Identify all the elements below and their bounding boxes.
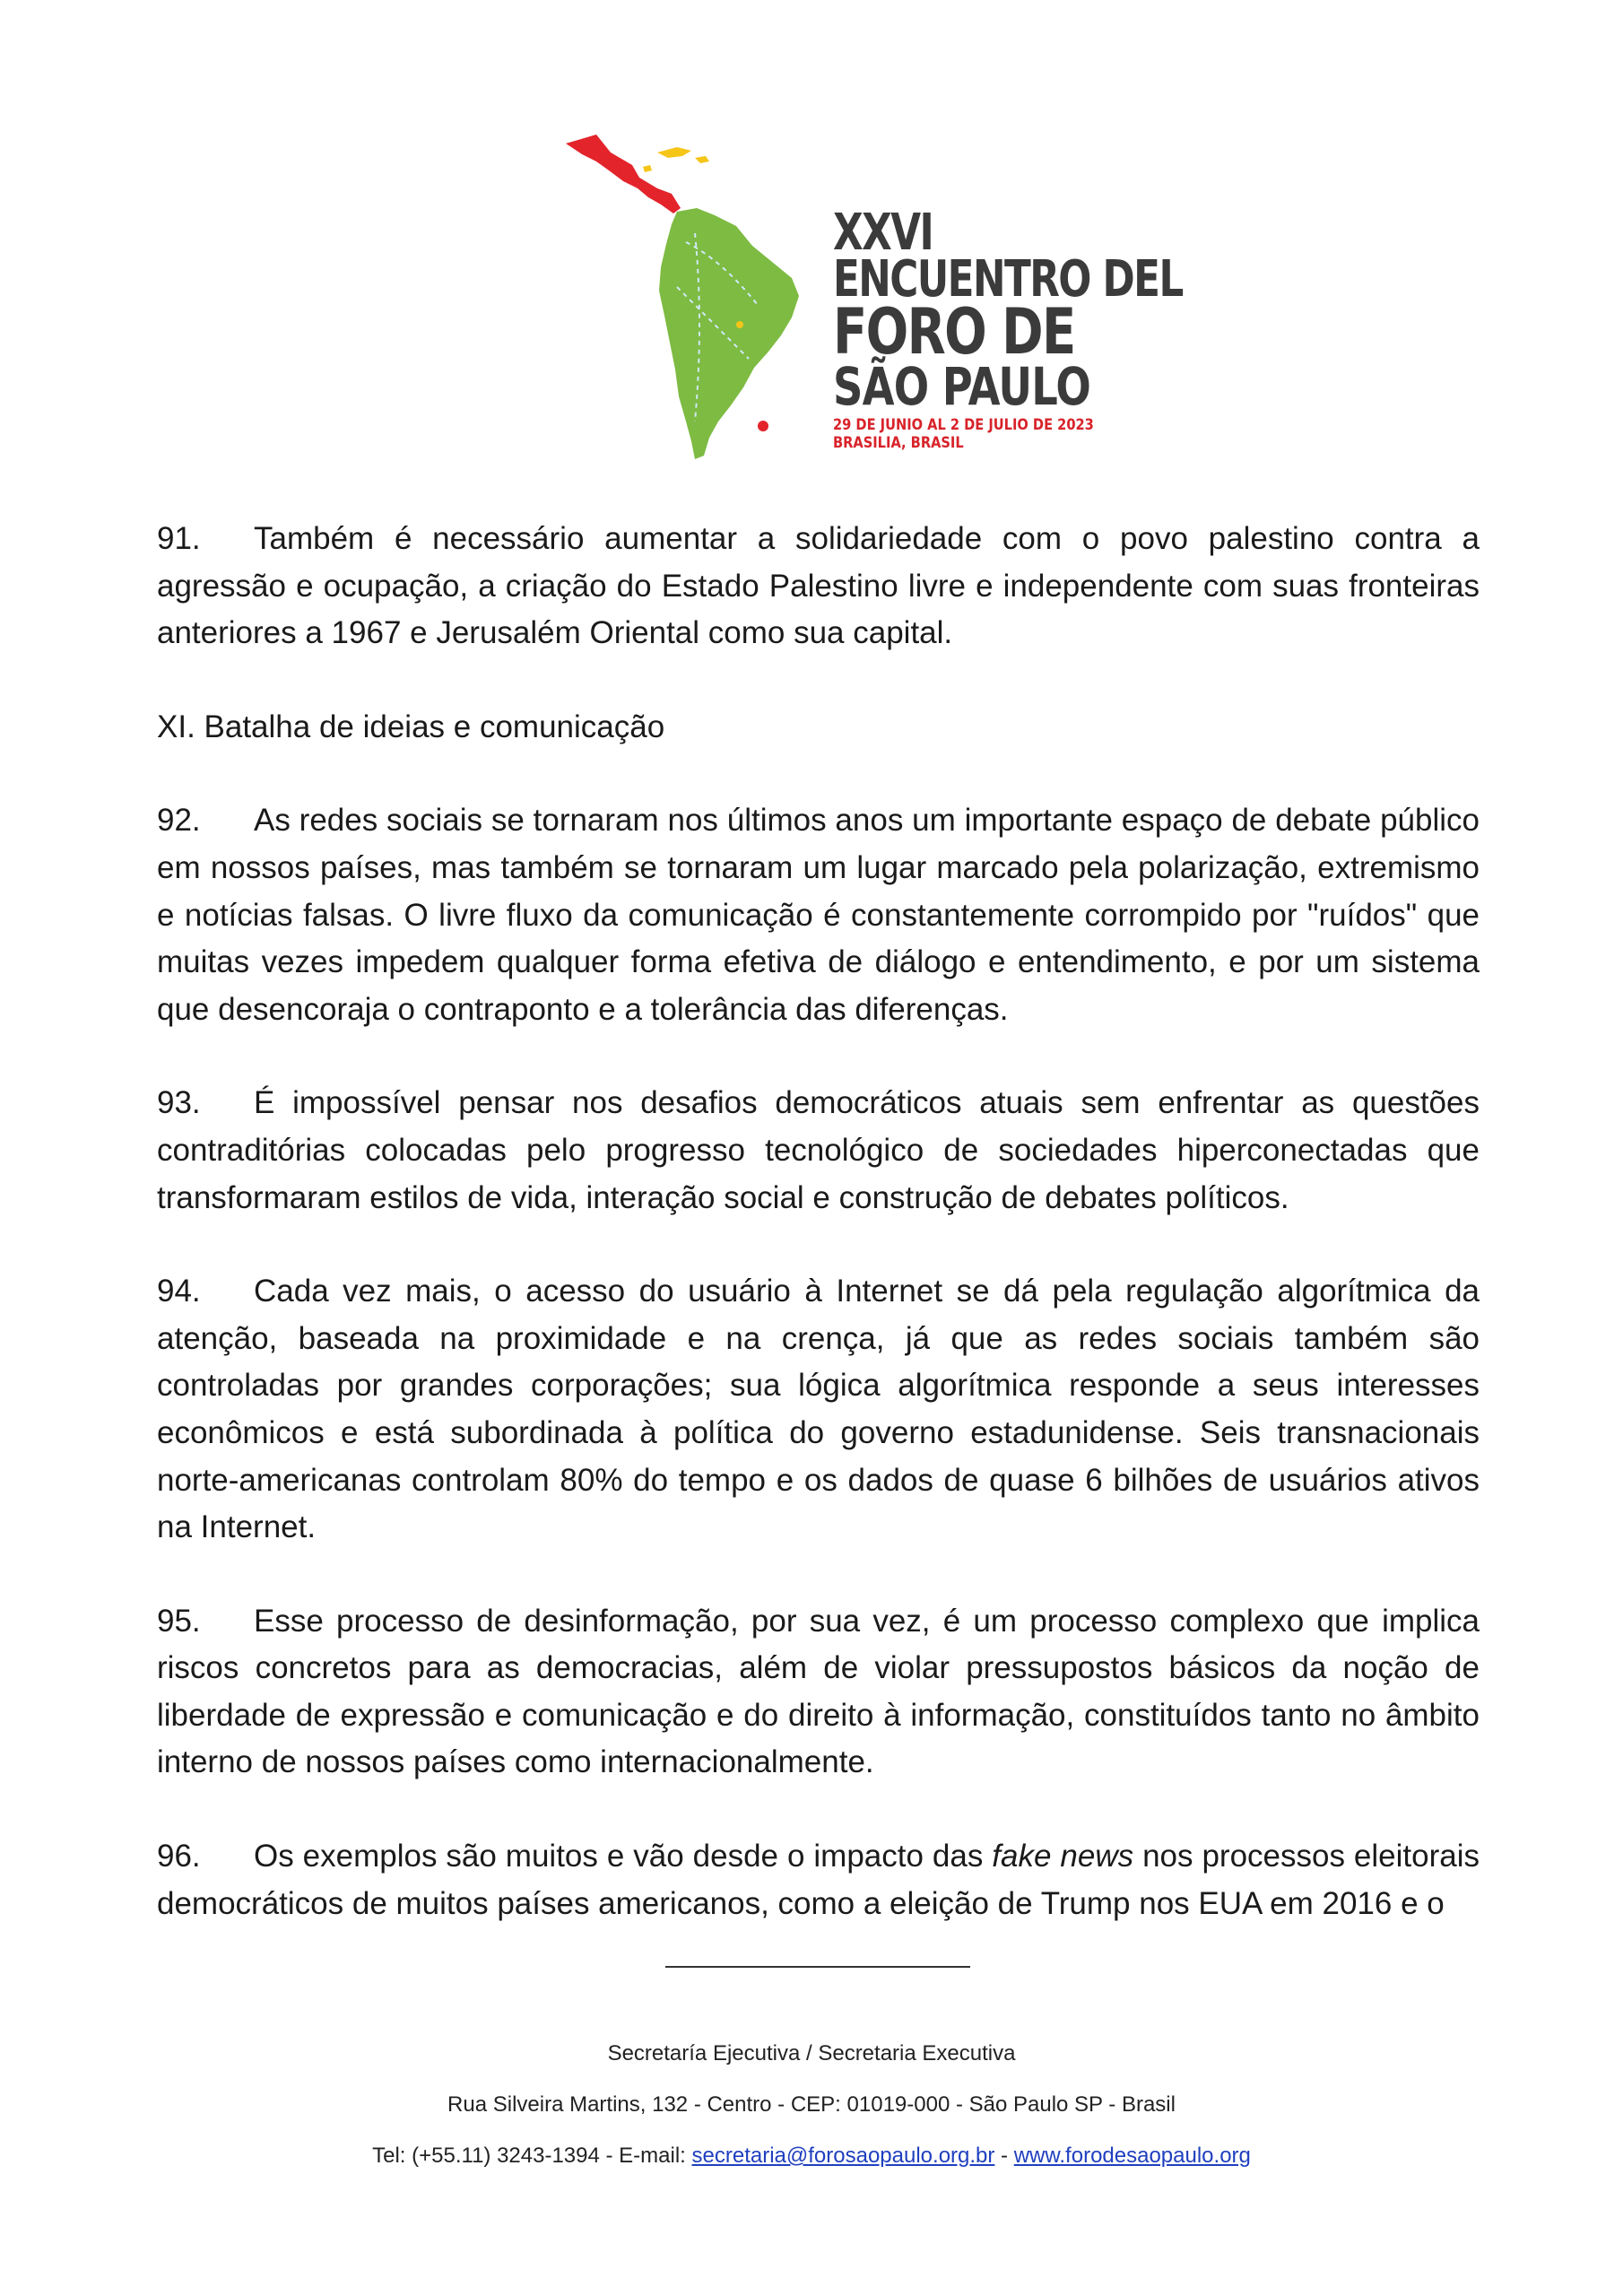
paragraph-text: Também é necessário aumentar a solidariedade com o povo palestino contra a agressão e ocupação, a criação do Estado Palestino livre e independente com suas fronteiras anteriores a 1967 e Jerusalém Oriental como sua capital. — [157, 521, 1480, 651]
logo-place: BRASILIA, BRASIL — [833, 434, 964, 452]
paragraph-text: Cada vez mais, o acesso do usuário à Internet se dá pela regulação algorítmica da atenção, baseada na proximidade e na crença, já que as redes sociais também são controladas por grandes corporações; sua lógica algorítmica responde a seus interesses econômicos e está subordinada à política do governo estadunidense. Seis transnacionais norte-americanas controlam 80% do tempo e os dados de quase 6 bilhões de usuários ativos na Internet. — [157, 1274, 1480, 1545]
section-heading: XI. Batalha de ideias e comunicação — [157, 709, 665, 744]
paragraph-number: 95. — [157, 1603, 201, 1639]
map-caribbean — [657, 147, 691, 158]
paragraph-number: 91. — [157, 521, 201, 556]
paragraph-number: 94. — [157, 1274, 201, 1309]
footer-website-link[interactable]: www.forodesaopaulo.org — [1013, 2144, 1251, 2168]
logo-title-line3: FORO DE — [833, 295, 1075, 369]
map-south-america — [659, 208, 799, 459]
logo-date: 29 DE JUNIO AL 2 DE JULIO DE 2023 — [833, 416, 1094, 434]
map-caribbean-3 — [643, 165, 652, 172]
paragraph-text: É impossível pensar nos desafios democráticos atuais sem enfrentar as questões contraditórias colocadas pelo progresso tecnológico de sociedades hiperconectadas que transformaram estilos de vida, interação social e construção de debates políticos. — [157, 1085, 1480, 1215]
footer-contact — [0, 2144, 1623, 2169]
paragraph-92 — [157, 797, 1480, 1033]
logo — [560, 126, 1183, 466]
paragraph-94 — [157, 1268, 1480, 1552]
paragraph-text-before: Os exemplos são muitos e vão desde o impacto das — [254, 1839, 993, 1874]
paragraph-91 — [157, 516, 1480, 657]
footer-divider — [665, 1966, 970, 1968]
paragraph-93 — [157, 1080, 1480, 1222]
logo-title-line4: SÃO PAULO — [833, 356, 1090, 417]
latin-america-map-icon — [560, 126, 829, 466]
paragraph-text: As redes sociais se tornaram nos últimos anos um importante espaço de debate público em nossos países, mas também se tornaram um lugar marcado pela polarização, extremismo e notícias falsas. O livre fluxo da comunicação é constantemente corrompido por "ruídos" que muitas vezes impedem qualquer forma efetiva de diálogo e entendimento, e por um sistema que desencoraja o contraponto e a tolerância das diferenças. — [157, 803, 1480, 1027]
document-body — [157, 516, 1480, 1927]
paragraph-italic-term: fake news — [992, 1839, 1134, 1874]
logo-title-line2: ENCUENTRO DEL — [833, 250, 1183, 309]
map-central-america — [566, 135, 681, 213]
paragraph-95 — [157, 1598, 1480, 1787]
footer-address: Rua Silveira Martins, 132 - Centro - CEP: 01019-000 - São Paulo SP - Brasil — [447, 2092, 1176, 2117]
logo-text — [833, 204, 1281, 452]
map-caribbean-2 — [695, 156, 709, 163]
footer-separator: - — [994, 2144, 1014, 2168]
paragraph-number: 96. — [157, 1839, 201, 1874]
paragraph-text-after: nos processos eleitorais democráticos de muitos países americanos, como a eleição de Trump nos EUA em 2016 e o — [157, 1839, 1480, 1921]
paragraph-number: 93. — [157, 1085, 201, 1121]
logo-title-line1: XXVI — [833, 204, 933, 262]
footer-tel: Tel: (+55.11) 3243-1394 - E-mail: — [372, 2144, 692, 2168]
paragraph-96 — [157, 1833, 1480, 1927]
paragraph-text: Esse processo de desinformação, por sua vez, é um processo complexo que implica riscos concretos para as democracias, além de violar pressupostos básicos da noção de liberdade de expressão e comunicação e do direito à informação, constituídos tanto no âmbito interno de nossos países como internacionalmente. — [157, 1603, 1480, 1780]
paragraph-number: 92. — [157, 803, 201, 839]
footer-email-link[interactable]: secretaria@forosaopaulo.org.br — [691, 2144, 995, 2168]
footer-secretariat: Secretaría Ejecutiva / Secretaria Executiva — [607, 2041, 1016, 2066]
